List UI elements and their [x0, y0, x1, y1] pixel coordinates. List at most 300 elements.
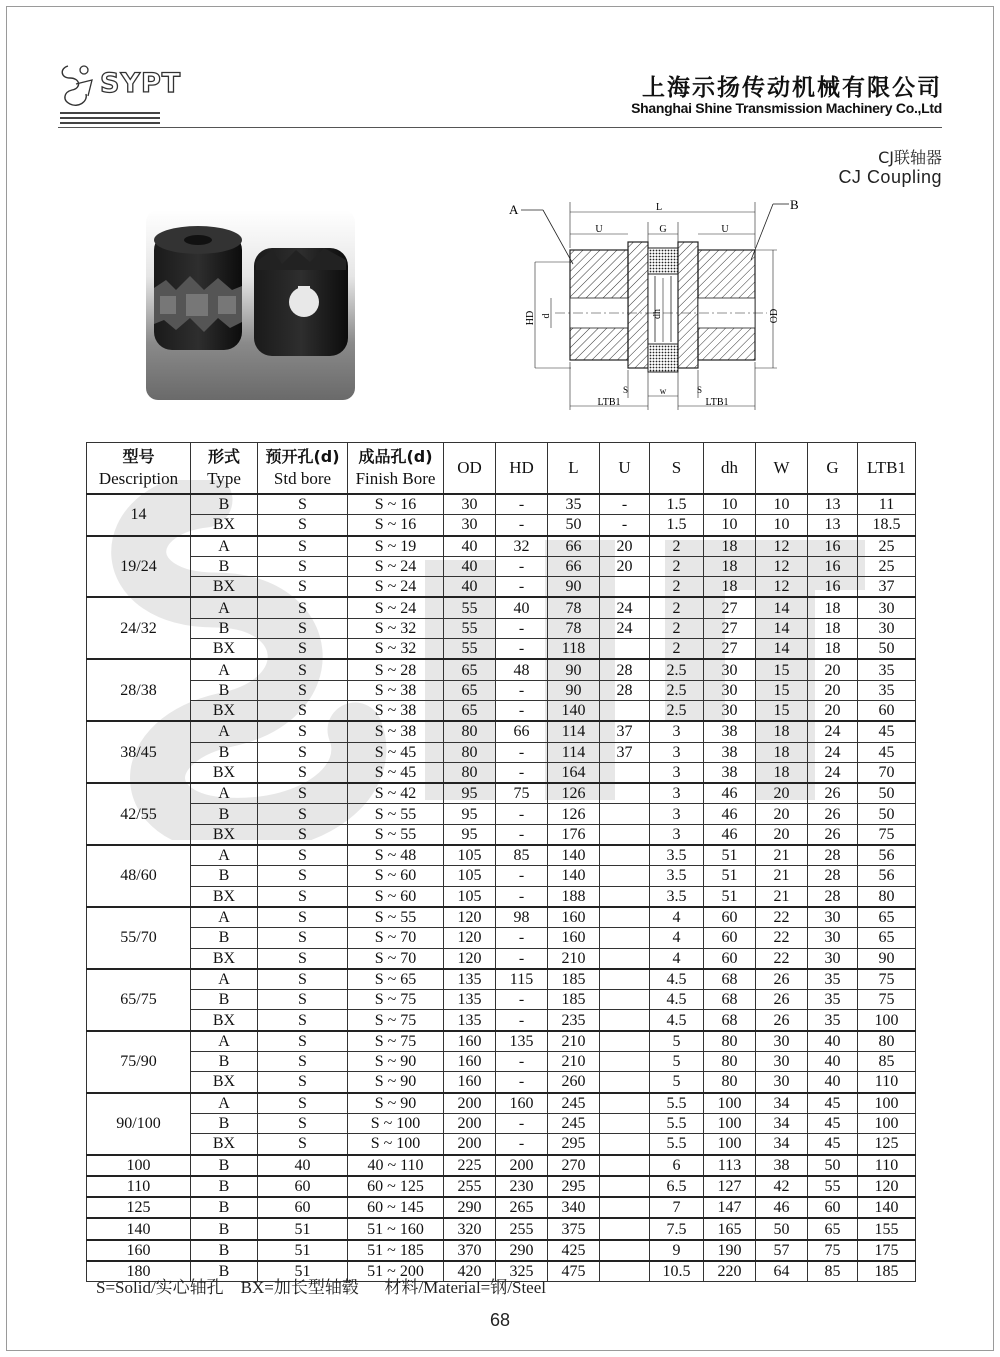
table-cell: 30 [756, 1052, 808, 1072]
callout-a: A [509, 202, 519, 217]
table-cell: 28 [808, 866, 858, 886]
table-cell: 140 [548, 845, 600, 866]
table-row [87, 824, 916, 845]
table-cell: 30 [858, 618, 916, 638]
table-cell: - [496, 1010, 548, 1031]
size-cell: 19/24 [87, 536, 191, 598]
table-row [87, 804, 916, 824]
table-cell: 85 [858, 1052, 916, 1072]
table-cell: S ~ 28 [348, 659, 444, 680]
table-cell: 200 [496, 1155, 548, 1176]
table-cell: 185 [858, 1261, 916, 1282]
table-cell: 100 [704, 1093, 756, 1114]
size-cell: 55/70 [87, 907, 191, 969]
size-cell: 110 [87, 1176, 191, 1197]
table-row [87, 577, 916, 598]
table-cell: 60 [808, 1197, 858, 1218]
table-cell: - [496, 824, 548, 845]
table-cell: 115 [496, 969, 548, 990]
table-cell: BX [191, 824, 258, 845]
table-cell: 18 [756, 762, 808, 783]
table-cell: B [191, 928, 258, 948]
table-cell: 15 [756, 700, 808, 721]
table-cell: 24 [600, 597, 650, 618]
table-cell: B [191, 1176, 258, 1197]
table-cell: B [191, 494, 258, 515]
table-cell: 100 [858, 1010, 916, 1031]
table-row [87, 948, 916, 969]
table-cell: 30 [444, 515, 496, 536]
table-cell: 90 [548, 680, 600, 700]
table-cell: 160 [444, 1072, 496, 1093]
company-name-cn: 上海示扬传动机械有限公司 [642, 75, 942, 101]
table-cell: 34 [756, 1134, 808, 1155]
table-cell: 200 [444, 1093, 496, 1114]
table-cell: 3 [650, 804, 704, 824]
table-cell: 10 [756, 494, 808, 515]
table-cell: 40 [444, 556, 496, 576]
table-cell: 51 [258, 1240, 348, 1261]
table-cell: 34 [756, 1113, 808, 1133]
logo-mark-icon [58, 62, 100, 108]
table-cell: 10 [704, 515, 756, 536]
table-cell: BX [191, 639, 258, 660]
table-cell [600, 1197, 650, 1218]
table-cell: 220 [704, 1261, 756, 1282]
table-cell: S [258, 659, 348, 680]
size-cell: 48/60 [87, 845, 191, 907]
table-cell: 85 [808, 1261, 858, 1282]
table-cell: 7.5 [650, 1218, 704, 1239]
header-label-en: U [618, 458, 631, 477]
table-cell: 230 [496, 1176, 548, 1197]
table-cell: 120 [444, 928, 496, 948]
table-cell: 51 [258, 1261, 348, 1282]
table-cell: S ~ 100 [348, 1113, 444, 1133]
table-cell: 25 [858, 556, 916, 576]
table-cell: 48 [496, 659, 548, 680]
table-cell: 15 [756, 659, 808, 680]
table-row [87, 1010, 916, 1031]
table-cell: 210 [548, 948, 600, 969]
table-cell: S ~ 100 [348, 1134, 444, 1155]
table-cell: 85 [496, 845, 548, 866]
table-cell: 50 [756, 1218, 808, 1239]
table-cell: 20 [808, 700, 858, 721]
table-cell: 120 [858, 1176, 916, 1197]
table-row [87, 515, 916, 536]
table-cell: B [191, 1240, 258, 1261]
table-cell [600, 700, 650, 721]
table-cell: S ~ 75 [348, 1010, 444, 1031]
table-row [87, 700, 916, 721]
table-cell: A [191, 783, 258, 804]
table-cell: S ~ 32 [348, 639, 444, 660]
table-cell: 2 [650, 556, 704, 576]
table-cell: - [496, 928, 548, 948]
table-cell: BX [191, 886, 258, 907]
table-cell: 164 [548, 762, 600, 783]
product-photo [146, 210, 355, 400]
table-row [87, 1031, 916, 1052]
table-cell: - [496, 1134, 548, 1155]
table-row [87, 969, 916, 990]
table-cell: S [258, 990, 348, 1010]
size-cell: 24/32 [87, 597, 191, 659]
table-cell: 24 [808, 742, 858, 762]
page-number: 68 [489, 1310, 511, 1330]
product-title-cn: CJ联轴器 [878, 148, 942, 167]
table-cell: 55 [444, 597, 496, 618]
table-row [87, 1052, 916, 1072]
table-cell: 6 [650, 1155, 704, 1176]
size-cell: 180 [87, 1261, 191, 1282]
table-cell: 2 [650, 577, 704, 598]
table-cell: 37 [600, 721, 650, 742]
header-label-en: Type [207, 469, 241, 488]
table-cell: - [496, 762, 548, 783]
table-cell: 20 [756, 783, 808, 804]
table-row [87, 1197, 916, 1218]
table-cell: A [191, 1031, 258, 1052]
table-cell: 160 [548, 928, 600, 948]
table-cell: S ~ 24 [348, 556, 444, 576]
table-cell: - [496, 1072, 548, 1093]
table-cell: 46 [704, 824, 756, 845]
table-cell: 40 [444, 536, 496, 557]
table-cell: S ~ 60 [348, 886, 444, 907]
table-cell: B [191, 1155, 258, 1176]
header-label-en: Finish Bore [355, 469, 436, 488]
table-cell: 270 [548, 1155, 600, 1176]
table-cell: S [258, 845, 348, 866]
table-cell: 6.5 [650, 1176, 704, 1197]
table-cell: 290 [444, 1197, 496, 1218]
header-divider [58, 127, 942, 128]
table-cell: S [258, 1113, 348, 1133]
table-cell: 12 [756, 556, 808, 576]
table-cell: 55 [808, 1176, 858, 1197]
table-cell: 37 [600, 742, 650, 762]
table-cell [600, 969, 650, 990]
table-cell: 24 [808, 721, 858, 742]
table-cell: S ~ 38 [348, 700, 444, 721]
table-cell: 210 [548, 1031, 600, 1052]
table-row [87, 1093, 916, 1114]
table-cell: 65 [444, 700, 496, 721]
table-cell: S [258, 928, 348, 948]
table-header-row [87, 443, 916, 495]
table-cell: 28 [808, 886, 858, 907]
dim-label-ltb1-right: LTB1 [705, 397, 729, 408]
table-cell: S [258, 866, 348, 886]
table-row [87, 659, 916, 680]
table-cell: S ~ 16 [348, 494, 444, 515]
table-cell: 40 [496, 597, 548, 618]
table-cell: 45 [808, 1113, 858, 1133]
table-cell: S [258, 577, 348, 598]
dim-label-u-right: U [721, 224, 729, 235]
dim-label-w: w [659, 386, 667, 396]
table-cell: 1.5 [650, 494, 704, 515]
table-cell: A [191, 597, 258, 618]
header-hd [496, 443, 548, 495]
dim-label-ltb1-left: LTB1 [597, 397, 621, 408]
dim-label-l: L [655, 202, 663, 213]
table-cell: 12 [756, 577, 808, 598]
table-cell: B [191, 618, 258, 638]
table-cell: 75 [858, 969, 916, 990]
table-row [87, 721, 916, 742]
table-cell: 20 [600, 556, 650, 576]
table-cell: 35 [548, 494, 600, 515]
table-cell: S [258, 1134, 348, 1155]
table-cell: 18 [808, 597, 858, 618]
table-cell: S ~ 19 [348, 536, 444, 557]
table-cell: 10 [756, 515, 808, 536]
table-cell: 3.5 [650, 845, 704, 866]
table-cell: 80 [858, 886, 916, 907]
table-footnote: S=Solid/实心轴孔 BX=加长型轴毂 材料/Material=钢/Steel [96, 1278, 546, 1297]
table-cell: 18 [756, 721, 808, 742]
size-cell: 38/45 [87, 721, 191, 783]
table-cell: 160 [444, 1052, 496, 1072]
table-cell: 140 [548, 700, 600, 721]
table-row [87, 1113, 916, 1133]
table-cell: 50 [858, 783, 916, 804]
table-cell: 2.5 [650, 680, 704, 700]
table-cell: 45 [808, 1093, 858, 1114]
table-cell: S ~ 45 [348, 742, 444, 762]
table-cell: 2.5 [650, 700, 704, 721]
table-cell: 75 [496, 783, 548, 804]
table-cell: 18 [704, 577, 756, 598]
table-cell: 100 [704, 1113, 756, 1133]
table-cell: S ~ 24 [348, 597, 444, 618]
table-cell: 325 [496, 1261, 548, 1282]
table-cell: 66 [548, 536, 600, 557]
dim-label-g: G [659, 224, 667, 235]
table-cell: S ~ 48 [348, 845, 444, 866]
table-cell: 68 [704, 990, 756, 1010]
table-cell: 51 ~ 160 [348, 1218, 444, 1239]
table-cell: 95 [444, 783, 496, 804]
table-cell: 200 [444, 1134, 496, 1155]
table-cell [600, 1240, 650, 1261]
table-cell: 110 [858, 1155, 916, 1176]
table-cell: 56 [858, 866, 916, 886]
table-cell: S [258, 618, 348, 638]
table-cell: 35 [858, 659, 916, 680]
table-cell: 135 [496, 1031, 548, 1052]
table-cell: 32 [496, 536, 548, 557]
table-cell: 425 [548, 1240, 600, 1261]
table-cell: 90 [548, 659, 600, 680]
table-cell: S [258, 886, 348, 907]
table-cell: 4 [650, 948, 704, 969]
table-cell: S ~ 38 [348, 721, 444, 742]
table-cell: 45 [808, 1134, 858, 1155]
table-row [87, 907, 916, 928]
table-row [87, 1134, 916, 1155]
header-s [650, 443, 704, 495]
table-cell [600, 1134, 650, 1155]
table-cell: - [496, 577, 548, 598]
table-cell: 4.5 [650, 969, 704, 990]
table-cell: S [258, 907, 348, 928]
table-cell: 56 [858, 845, 916, 866]
table-cell: 24 [600, 618, 650, 638]
header-label-en: dh [721, 458, 738, 477]
size-cell: 90/100 [87, 1093, 191, 1155]
table-row [87, 1240, 916, 1261]
table-cell: 25 [858, 536, 916, 557]
table-cell: 16 [808, 577, 858, 598]
table-cell: 60 [258, 1197, 348, 1218]
table-cell: 260 [548, 1072, 600, 1093]
table-cell: 95 [444, 824, 496, 845]
dim-label-dh: dh [652, 309, 663, 319]
table-cell [600, 845, 650, 866]
table-row [87, 866, 916, 886]
table-row [87, 783, 916, 804]
table-cell: 60 ~ 145 [348, 1197, 444, 1218]
table-cell: 80 [704, 1031, 756, 1052]
table-cell: 27 [704, 618, 756, 638]
table-cell: 5 [650, 1031, 704, 1052]
table-cell [600, 866, 650, 886]
table-cell: 4 [650, 928, 704, 948]
header-u [600, 443, 650, 495]
table-cell: 30 [858, 597, 916, 618]
table-cell: B [191, 990, 258, 1010]
size-cell: 125 [87, 1197, 191, 1218]
table-cell: 26 [808, 804, 858, 824]
table-cell: 120 [444, 907, 496, 928]
table-row [87, 494, 916, 515]
table-cell: S [258, 1010, 348, 1031]
table-cell: 38 [704, 742, 756, 762]
table-row [87, 845, 916, 866]
table-cell: 235 [548, 1010, 600, 1031]
table-cell: 2 [650, 639, 704, 660]
table-row [87, 1176, 916, 1197]
table-cell: S ~ 60 [348, 866, 444, 886]
table-cell: A [191, 969, 258, 990]
product-title-en: CJ Coupling [838, 167, 942, 187]
table-cell: 5 [650, 1052, 704, 1072]
table-cell: 78 [548, 618, 600, 638]
table-cell: 50 [548, 515, 600, 536]
table-cell: - [496, 948, 548, 969]
table-cell: 12 [756, 536, 808, 557]
table-cell: 35 [808, 1010, 858, 1031]
size-cell: 75/90 [87, 1031, 191, 1093]
table-cell: 30 [704, 700, 756, 721]
spec-table [86, 442, 916, 1282]
size-cell: 160 [87, 1240, 191, 1261]
table-row [87, 742, 916, 762]
header-label-cn: 形式 [207, 447, 240, 466]
table-cell: 78 [548, 597, 600, 618]
table-cell: B [191, 680, 258, 700]
table-cell: 30 [444, 494, 496, 515]
table-cell: 50 [858, 639, 916, 660]
table-cell: 42 [756, 1176, 808, 1197]
table-cell: BX [191, 1072, 258, 1093]
header-label-en: W [773, 458, 790, 477]
table-cell: 30 [756, 1072, 808, 1093]
header-l [548, 443, 600, 495]
table-cell [600, 577, 650, 598]
table-cell: 38 [756, 1155, 808, 1176]
table-cell: BX [191, 1010, 258, 1031]
table-cell: S [258, 639, 348, 660]
table-cell: 95 [444, 804, 496, 824]
table-cell: 21 [756, 886, 808, 907]
table-cell: 35 [808, 990, 858, 1010]
table-cell: - [496, 742, 548, 762]
table-cell [600, 990, 650, 1010]
table-cell: S [258, 948, 348, 969]
table-cell: 114 [548, 742, 600, 762]
table-cell: 2 [650, 597, 704, 618]
table-cell: 147 [704, 1197, 756, 1218]
table-cell: S ~ 24 [348, 577, 444, 598]
table-cell: 125 [858, 1134, 916, 1155]
size-cell: 100 [87, 1155, 191, 1176]
table-cell: 176 [548, 824, 600, 845]
company-logo [58, 62, 182, 124]
table-cell: 57 [756, 1240, 808, 1261]
dim-label-s-right: S [697, 385, 703, 395]
table-cell: B [191, 556, 258, 576]
table-cell: - [496, 1052, 548, 1072]
coupling-technical-drawing [505, 192, 805, 414]
table-cell: 105 [444, 845, 496, 866]
table-cell: 40 ~ 110 [348, 1155, 444, 1176]
table-cell: 126 [548, 783, 600, 804]
table-cell: 80 [704, 1052, 756, 1072]
table-cell: 27 [704, 639, 756, 660]
table-row [87, 1218, 916, 1239]
table-cell: 65 [858, 907, 916, 928]
table-cell: 60 [858, 700, 916, 721]
table-cell: 3 [650, 721, 704, 742]
table-cell: 40 [808, 1072, 858, 1093]
table-cell: S [258, 700, 348, 721]
table-cell [600, 1010, 650, 1031]
table-cell: 110 [858, 1072, 916, 1093]
table-cell: A [191, 659, 258, 680]
table-cell: 22 [756, 948, 808, 969]
table-cell: 26 [756, 969, 808, 990]
table-cell: 28 [600, 659, 650, 680]
table-cell: 100 [858, 1093, 916, 1114]
table-cell: - [496, 700, 548, 721]
table-cell: A [191, 1093, 258, 1114]
dim-label-od: OD [769, 308, 780, 324]
table-cell: 5.5 [650, 1113, 704, 1133]
table-cell: S ~ 55 [348, 907, 444, 928]
dim-label-d: d [541, 313, 552, 319]
header-std-bore [258, 443, 348, 495]
table-cell: 160 [548, 907, 600, 928]
table-cell: - [496, 886, 548, 907]
table-cell: 14 [756, 597, 808, 618]
table-cell: 255 [444, 1176, 496, 1197]
table-cell: - [496, 680, 548, 700]
